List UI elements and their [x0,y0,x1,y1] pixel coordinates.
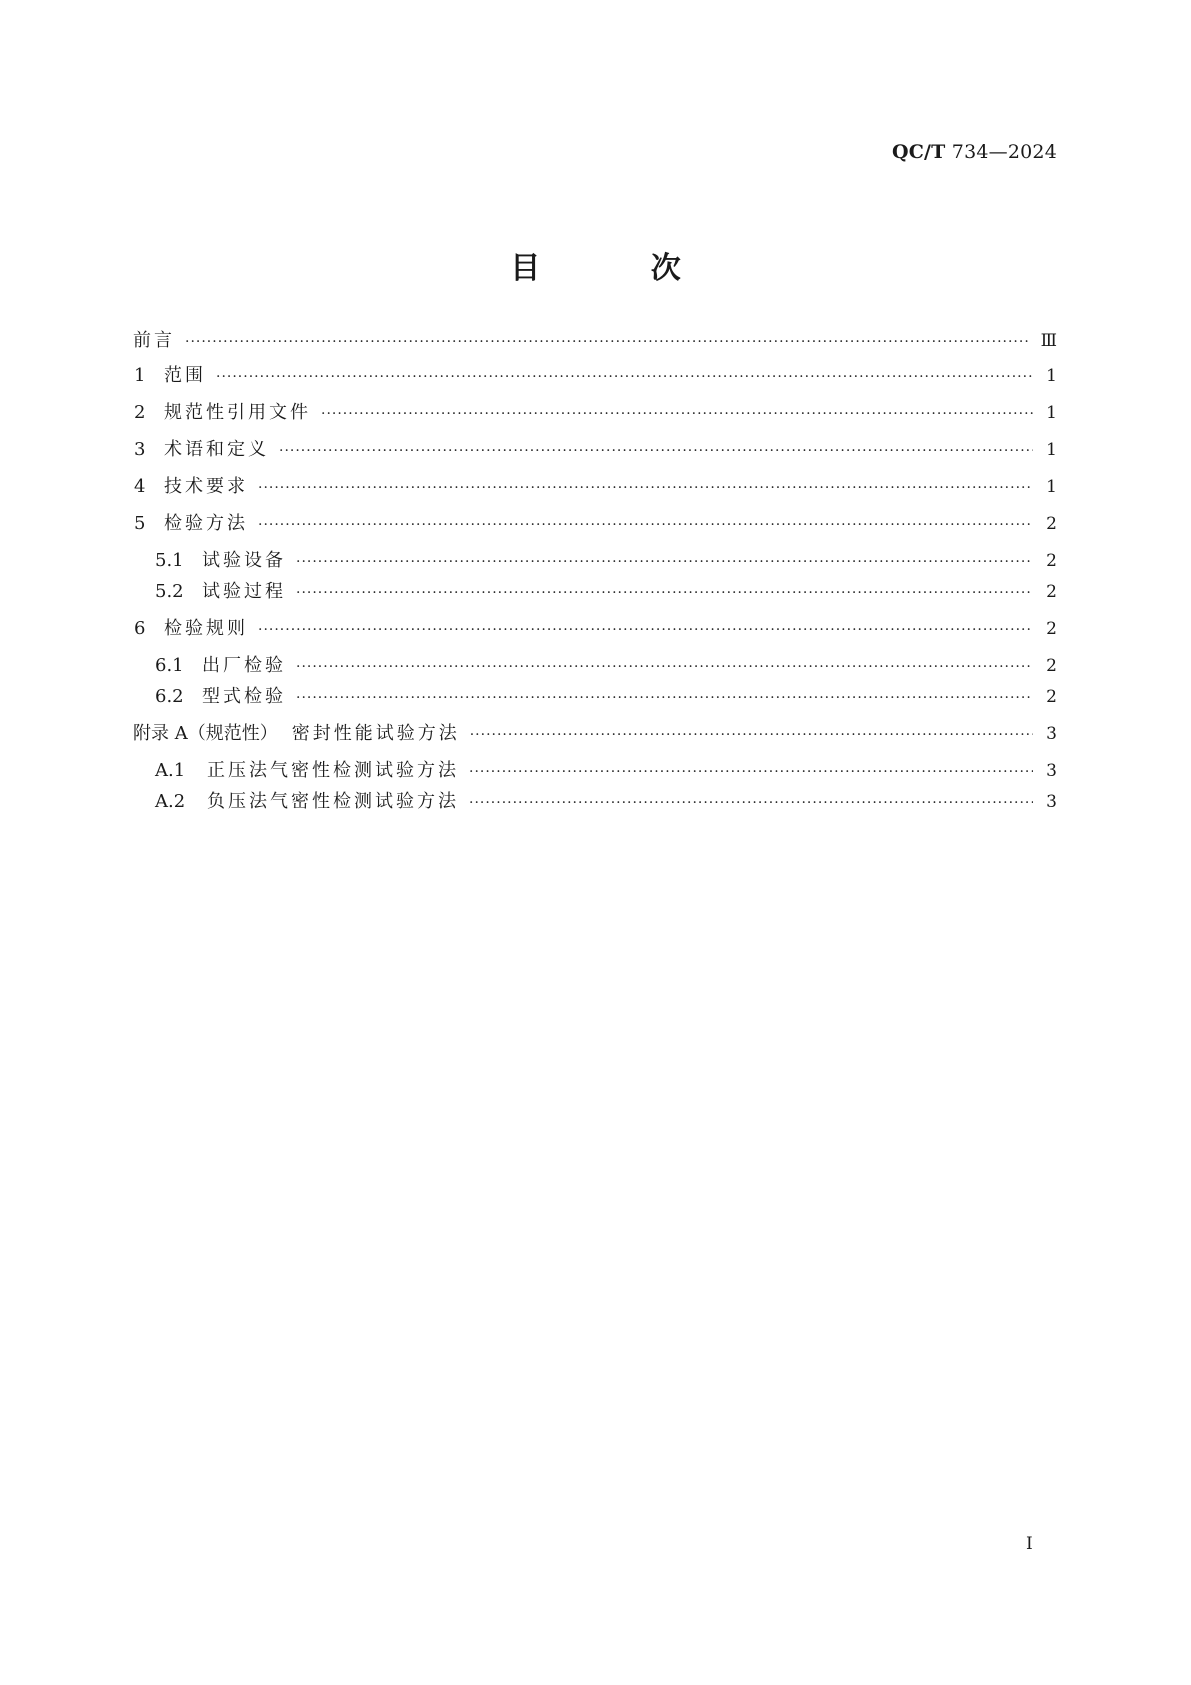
toc-leader-dots [258,513,1033,537]
toc-entry-label: 出厂检验 [202,655,286,676]
toc-entry-number: 6 [134,618,146,639]
toc-entry-page: 1 [1046,440,1057,460]
toc-entry-page: 2 [1046,619,1057,639]
toc-leader-dots [321,402,1033,426]
toc-entry-label: 技术要求 [164,476,248,497]
toc-entry-a-2[interactable] [134,790,1057,815]
toc-entry-5-1[interactable] [134,549,1057,574]
toc-title: 目 次 [510,251,731,286]
toc-leader-dots [296,686,1033,710]
toc-entry-label: 试验设备 [202,550,286,571]
toc-entry-page: 2 [1046,582,1057,602]
toc-entry-label: 负压法气密性检测试验方法 [207,791,459,812]
toc-entry-4[interactable] [134,475,1057,500]
toc-entry-page: 2 [1046,551,1057,571]
document-code-prefix: QC/T [891,141,946,163]
toc-leader-dots [296,655,1033,679]
toc-leader-dots [279,439,1033,463]
toc-entry-page: 3 [1046,724,1057,744]
toc-entry-3[interactable] [134,438,1057,463]
toc-entry-page: 3 [1046,761,1057,781]
toc-entry-label: 前言 [133,330,175,351]
toc-entry-label: 试验过程 [202,581,286,602]
toc-entry-label: 范围 [164,365,206,386]
toc-leader-dots [216,365,1033,389]
toc-entry-2[interactable] [134,401,1057,426]
toc-entry-number: 1 [134,365,146,386]
document-code [892,141,1057,163]
page-number: Ⅰ [1026,1534,1033,1554]
toc-entry-page: 2 [1046,687,1057,707]
toc-entry-label: 规范性引用文件 [164,402,311,423]
toc-entry-number: 6.2 [155,686,184,707]
toc-entry-label: 密封性能试验方法 [291,723,460,744]
toc-entry-page: 1 [1046,403,1057,423]
toc-entry-appendix-a[interactable] [133,722,1057,747]
toc-entry-number: 2 [134,402,146,423]
toc-entry-5-2[interactable] [134,580,1057,605]
toc-entry-page: 3 [1046,792,1057,812]
toc-entry-label: 型式检验 [202,686,286,707]
toc-entry-6[interactable] [134,617,1057,642]
toc-entry-page: Ⅲ [1040,331,1057,351]
toc-leader-dots [258,618,1033,642]
toc-entry-page: 1 [1046,366,1057,386]
toc-entry-number: 3 [134,439,146,460]
toc-entry-5[interactable] [134,512,1057,537]
toc-entry-number: 5 [134,513,146,534]
toc-entry-label: 检验规则 [164,618,248,639]
toc-leader-dots [296,581,1033,605]
toc-entry-page: 2 [1046,656,1057,676]
toc-entry-page: 1 [1046,477,1057,497]
toc-entry-number: 5.2 [155,581,184,602]
toc-leader-dots [469,760,1033,784]
toc-entry-a-1[interactable] [134,759,1057,784]
toc-leader-dots [258,476,1033,500]
toc-leader-dots [470,723,1033,747]
toc-leader-dots [469,791,1033,815]
toc-entry-number: 5.1 [155,550,184,571]
toc-entry-label: 术语和定义 [164,439,269,460]
toc-entry-1[interactable] [134,364,1057,389]
toc-entry-number: 4 [134,476,146,497]
toc-entry-label: 检验方法 [164,513,248,534]
toc-leader-dots [185,330,1031,354]
toc-entry-number: A.2 [155,791,186,812]
toc-entry-number: 6.1 [155,655,184,676]
toc-entry-6-1[interactable] [134,654,1057,679]
toc-leader-dots [296,550,1033,574]
document-code-number: 734—2024 [951,141,1057,163]
toc-entry-foreword[interactable] [133,329,1057,354]
toc-entry-page: 2 [1046,514,1057,534]
toc-entry-number: A.1 [155,760,186,781]
toc-entry-6-2[interactable] [134,685,1057,710]
toc-entry-label: 正压法气密性检测试验方法 [207,760,459,781]
toc-entry-appendix-prefix: 附录 A（规范性） [133,723,278,744]
